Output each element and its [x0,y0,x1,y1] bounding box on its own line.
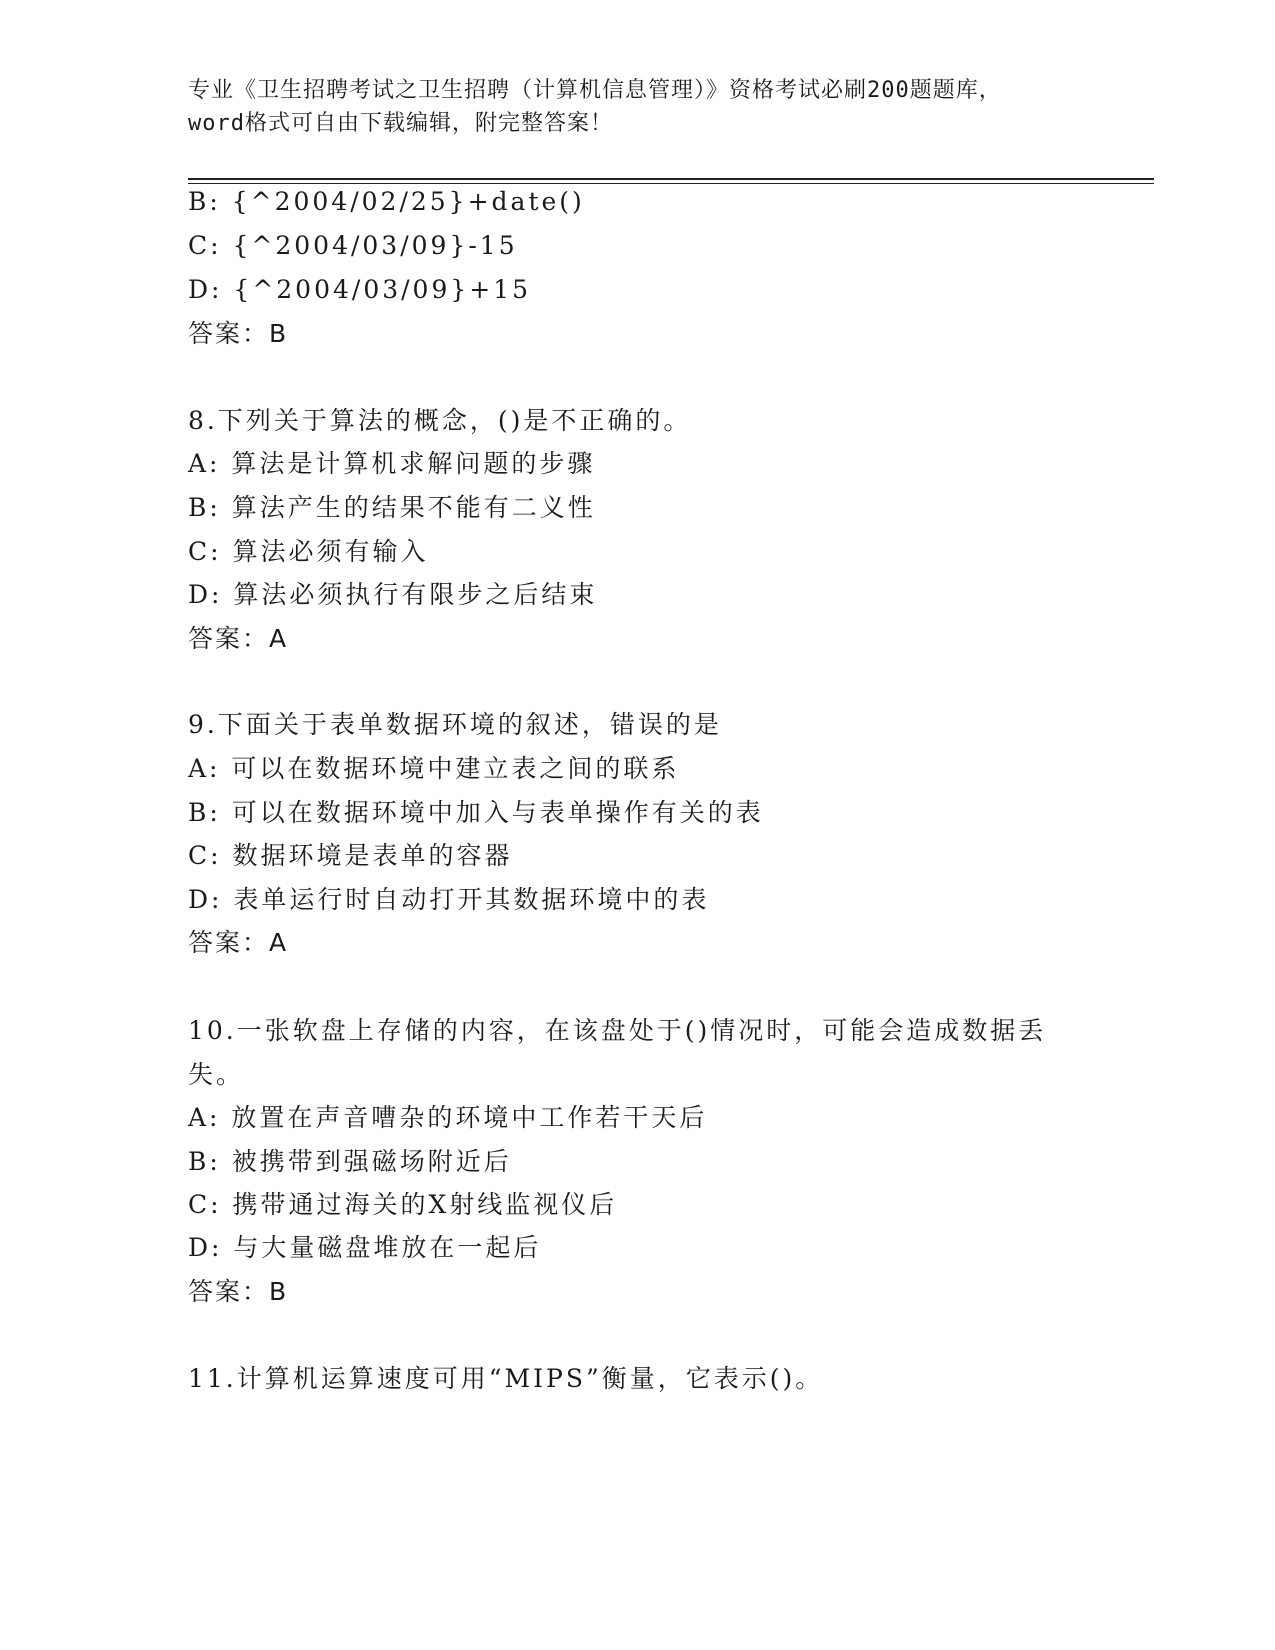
document-header [188,74,1088,140]
q10-option-b: B: 被携带到强磁场附近后 [188,1147,512,1176]
q8-option-c: C: 算法必须有输入 [188,537,429,566]
q11-question: 11.计算机运算速度可用“MIPS”衡量，它表示()。 [188,1364,824,1393]
q7-option-b: B: {^2004/02/25}+date() [188,187,585,216]
q8-option-a: A: 算法是计算机求解问题的步骤 [188,449,596,478]
header-line-1: 专业《卫生招聘考试之卫生招聘（计算机信息管理）》资格考试必刷200题题库， [188,78,1002,103]
q10-option-c: C: 携带通过海关的X射线监视仪后 [188,1190,618,1219]
q10-question-line-1: 10.一张软盘上存储的内容，在该盘处于()情况时，可能会造成数据丢 [188,1016,1047,1045]
q8-question: 8.下列关于算法的概念，()是不正确的。 [188,406,692,435]
q7-option-d: D: {^2004/03/09}+15 [188,275,532,304]
q7-answer: 答案：B [188,319,289,348]
q8-option-d: D: 算法必须执行有限步之后结束 [188,580,598,609]
header-divider-thin [188,183,1154,184]
q9-question: 9.下面关于表单数据环境的叙述，错误的是 [188,710,722,739]
q10-option-a: A: 放置在声音嘈杂的环境中工作若干天后 [188,1103,708,1132]
header-line-2: word格式可自由下载编辑，附完整答案！ [188,111,613,136]
q7-option-c: C: {^2004/03/09}-15 [188,231,518,260]
q9-option-c: C: 数据环境是表单的容器 [188,841,513,870]
q10-option-d: D: 与大量磁盘堆放在一起后 [188,1233,542,1262]
q9-option-a: A: 可以在数据环境中建立表之间的联系 [188,754,680,783]
header-divider-thick [188,178,1154,180]
q10-answer: 答案：B [188,1277,289,1306]
q9-option-d: D: 表单运行时自动打开其数据环境中的表 [188,885,710,914]
q9-answer: 答案：A [188,928,289,957]
q9-option-b: B: 可以在数据环境中加入与表单操作有关的表 [188,798,764,827]
q10-question-line-2: 失。 [188,1060,245,1089]
q8-answer: 答案：A [188,624,289,653]
q8-option-b: B: 算法产生的结果不能有二义性 [188,493,596,522]
